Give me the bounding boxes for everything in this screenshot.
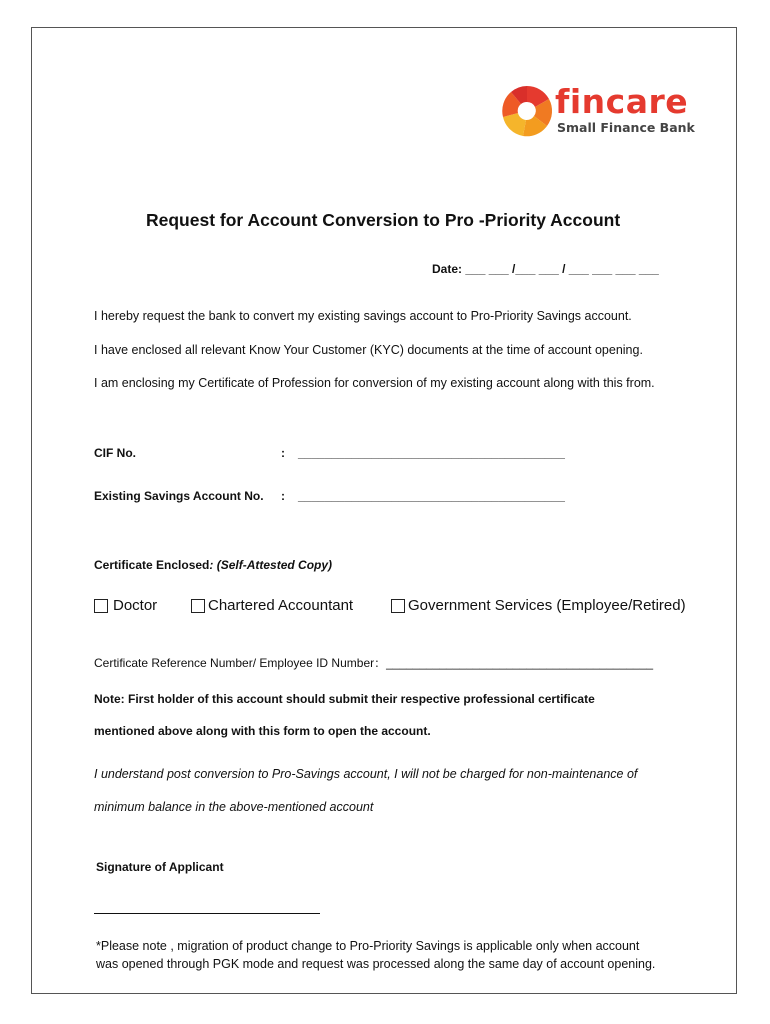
- certificate-heading-text: Certificate Enclosed: [94, 558, 210, 572]
- chartered-accountant-option[interactable]: [191, 597, 353, 614]
- date-line[interactable]: Date: ___ ___ /___ ___ / ___ ___ ___ ___: [432, 262, 659, 276]
- chartered-accountant-label: Chartered Accountant: [208, 597, 354, 614]
- doctor-label: Doctor: [113, 597, 158, 614]
- footnote-line-1: *Please note , migration of product change to Pro-Priority Savings is applicable only when account: [96, 939, 640, 953]
- chartered-accountant-checkbox[interactable]: [191, 599, 205, 613]
- certificate-heading: [94, 558, 332, 572]
- request-paragraph: I hereby request the bank to convert my existing savings account to Pro-Priority Savings account.: [94, 309, 632, 323]
- brand-tagline: Small Finance Bank: [557, 120, 695, 135]
- account-number-input[interactable]: ________________________________________: [298, 489, 565, 503]
- government-services-checkbox[interactable]: [391, 599, 405, 613]
- note-line-2: mentioned above along with this form to open the account.: [94, 724, 431, 738]
- certificate-heading-suffix: : (Self-Attested Copy): [209, 558, 333, 572]
- note-line-1: Note: First holder of this account should submit their respective professional certificate: [94, 692, 595, 706]
- government-services-label: Government Services (Employee/Retired): [408, 597, 686, 614]
- signature-label: Signature of Applicant: [96, 860, 224, 874]
- cif-colon: :: [281, 446, 285, 460]
- account-number-label: Existing Savings Account No.: [94, 489, 264, 503]
- certificate-reference-field[interactable]: Certificate Reference Number/ Employee ID Number：________________________________________: [94, 656, 654, 670]
- footnote-line-2: was opened through PGK mode and request was processed along the same day of account opening.: [96, 957, 656, 971]
- form-border: [31, 27, 737, 994]
- cif-label: CIF No.: [94, 446, 136, 460]
- brand-name: fincare: [555, 82, 689, 121]
- account-number-colon: :: [281, 489, 285, 503]
- certificate-paragraph: I am enclosing my Certificate of Profession for conversion of my existing account along with this from.: [94, 376, 655, 390]
- kyc-paragraph: I have enclosed all relevant Know Your Customer (KYC) documents at the time of account opening.: [94, 343, 643, 357]
- government-services-option[interactable]: [391, 597, 686, 614]
- declaration-line-1: I understand post conversion to Pro-Savings account, I will not be charged for non-maintenance of: [94, 767, 638, 781]
- doctor-option[interactable]: [94, 597, 157, 614]
- signature-line[interactable]: [94, 913, 320, 914]
- doctor-checkbox[interactable]: [94, 599, 108, 613]
- cif-input[interactable]: ________________________________________: [298, 446, 565, 460]
- declaration-line-2: minimum balance in the above-mentioned account: [94, 800, 374, 814]
- form-title: Request for Account Conversion to Pro -Priority Account: [146, 210, 621, 230]
